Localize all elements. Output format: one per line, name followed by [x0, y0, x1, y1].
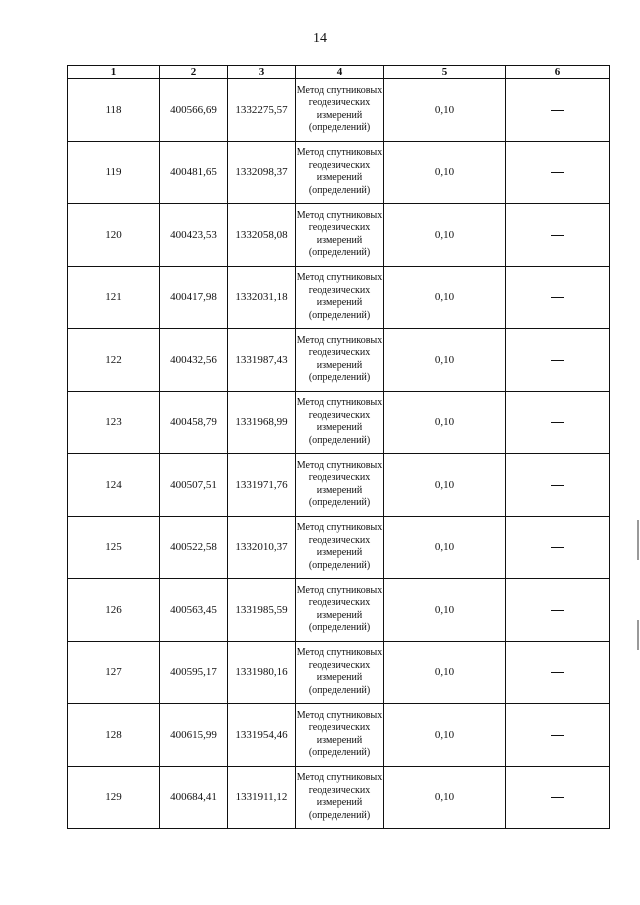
x-coordinate-cell: 400432,56 — [160, 329, 228, 392]
note-cell — [506, 454, 610, 517]
accuracy-cell: 0,10 — [384, 266, 506, 329]
table-row — [68, 516, 610, 579]
y-coordinate-cell: 1331911,12 — [228, 766, 296, 829]
note-cell — [506, 704, 610, 767]
x-coordinate-cell: 400458,79 — [160, 391, 228, 454]
header-col-4: 4 — [296, 66, 384, 79]
method-cell: Метод спутниковых геодезических измерений (определений) — [296, 766, 384, 829]
x-coordinate-cell: 400615,99 — [160, 704, 228, 767]
scan-edge-mark — [637, 520, 639, 560]
y-coordinate-cell: 1331985,59 — [228, 579, 296, 642]
accuracy-cell: 0,10 — [384, 579, 506, 642]
y-coordinate-cell: 1332031,18 — [228, 266, 296, 329]
table-row — [68, 454, 610, 517]
scan-edge-mark — [637, 620, 639, 650]
dash-mark — [551, 735, 564, 736]
x-coordinate-cell: 400684,41 — [160, 766, 228, 829]
header-col-6: 6 — [506, 66, 610, 79]
dash-mark — [551, 110, 564, 111]
note-cell — [506, 141, 610, 204]
note-cell — [506, 766, 610, 829]
dash-mark — [551, 297, 564, 298]
accuracy-cell: 0,10 — [384, 766, 506, 829]
coordinates-table — [67, 65, 610, 829]
table-header-row — [68, 66, 610, 79]
method-cell: Метод спутниковых геодезических измерений (определений) — [296, 391, 384, 454]
table-row — [68, 141, 610, 204]
point-number-cell: 121 — [68, 266, 160, 329]
y-coordinate-cell: 1332098,37 — [228, 141, 296, 204]
note-cell — [506, 391, 610, 454]
method-cell: Метод спутниковых геодезических измерений (определений) — [296, 141, 384, 204]
accuracy-cell: 0,10 — [384, 141, 506, 204]
header-col-3: 3 — [228, 66, 296, 79]
x-coordinate-cell: 400563,45 — [160, 579, 228, 642]
point-number-cell: 120 — [68, 204, 160, 267]
accuracy-cell: 0,10 — [384, 516, 506, 579]
dash-mark — [551, 172, 564, 173]
point-number-cell: 124 — [68, 454, 160, 517]
dash-mark — [551, 422, 564, 423]
dash-mark — [551, 547, 564, 548]
note-cell — [506, 579, 610, 642]
dash-mark — [551, 485, 564, 486]
accuracy-cell: 0,10 — [384, 704, 506, 767]
table-row — [68, 79, 610, 142]
point-number-cell: 123 — [68, 391, 160, 454]
point-number-cell: 119 — [68, 141, 160, 204]
x-coordinate-cell: 400522,58 — [160, 516, 228, 579]
accuracy-cell: 0,10 — [384, 79, 506, 142]
method-cell: Метод спутниковых геодезических измерений (определений) — [296, 579, 384, 642]
note-cell — [506, 516, 610, 579]
method-cell: Метод спутниковых геодезических измерений (определений) — [296, 79, 384, 142]
accuracy-cell: 0,10 — [384, 329, 506, 392]
note-cell — [506, 641, 610, 704]
header-col-1: 1 — [68, 66, 160, 79]
y-coordinate-cell: 1331987,43 — [228, 329, 296, 392]
x-coordinate-cell: 400507,51 — [160, 454, 228, 517]
y-coordinate-cell: 1332275,57 — [228, 79, 296, 142]
point-number-cell: 125 — [68, 516, 160, 579]
dash-mark — [551, 797, 564, 798]
point-number-cell: 126 — [68, 579, 160, 642]
header-col-2: 2 — [160, 66, 228, 79]
dash-mark — [551, 360, 564, 361]
note-cell — [506, 329, 610, 392]
method-cell: Метод спутниковых геодезических измерений (определений) — [296, 516, 384, 579]
x-coordinate-cell: 400423,53 — [160, 204, 228, 267]
x-coordinate-cell: 400481,65 — [160, 141, 228, 204]
method-cell: Метод спутниковых геодезических измерений (определений) — [296, 454, 384, 517]
point-number-cell: 122 — [68, 329, 160, 392]
table-row — [68, 391, 610, 454]
point-number-cell: 129 — [68, 766, 160, 829]
y-coordinate-cell: 1331954,46 — [228, 704, 296, 767]
x-coordinate-cell: 400595,17 — [160, 641, 228, 704]
dash-mark — [551, 610, 564, 611]
method-cell: Метод спутниковых геодезических измерений (определений) — [296, 641, 384, 704]
y-coordinate-cell: 1331971,76 — [228, 454, 296, 517]
x-coordinate-cell: 400417,98 — [160, 266, 228, 329]
page-number: 14 — [313, 31, 327, 46]
y-coordinate-cell: 1332010,37 — [228, 516, 296, 579]
y-coordinate-cell: 1332058,08 — [228, 204, 296, 267]
accuracy-cell: 0,10 — [384, 454, 506, 517]
y-coordinate-cell: 1331968,99 — [228, 391, 296, 454]
accuracy-cell: 0,10 — [384, 391, 506, 454]
note-cell — [506, 266, 610, 329]
accuracy-cell: 0,10 — [384, 641, 506, 704]
method-cell: Метод спутниковых геодезических измерений (определений) — [296, 266, 384, 329]
table-row — [68, 704, 610, 767]
method-cell: Метод спутниковых геодезических измерений (определений) — [296, 329, 384, 392]
x-coordinate-cell: 400566,69 — [160, 79, 228, 142]
method-cell: Метод спутниковых геодезических измерений (определений) — [296, 704, 384, 767]
dash-mark — [551, 235, 564, 236]
table-row — [68, 579, 610, 642]
point-number-cell: 127 — [68, 641, 160, 704]
table-row — [68, 641, 610, 704]
note-cell — [506, 204, 610, 267]
table-row — [68, 266, 610, 329]
note-cell — [506, 79, 610, 142]
point-number-cell: 128 — [68, 704, 160, 767]
accuracy-cell: 0,10 — [384, 204, 506, 267]
y-coordinate-cell: 1331980,16 — [228, 641, 296, 704]
table-row — [68, 766, 610, 829]
point-number-cell: 118 — [68, 79, 160, 142]
header-col-5: 5 — [384, 66, 506, 79]
dash-mark — [551, 672, 564, 673]
method-cell: Метод спутниковых геодезических измерений (определений) — [296, 204, 384, 267]
table-row — [68, 329, 610, 392]
table-row — [68, 204, 610, 267]
